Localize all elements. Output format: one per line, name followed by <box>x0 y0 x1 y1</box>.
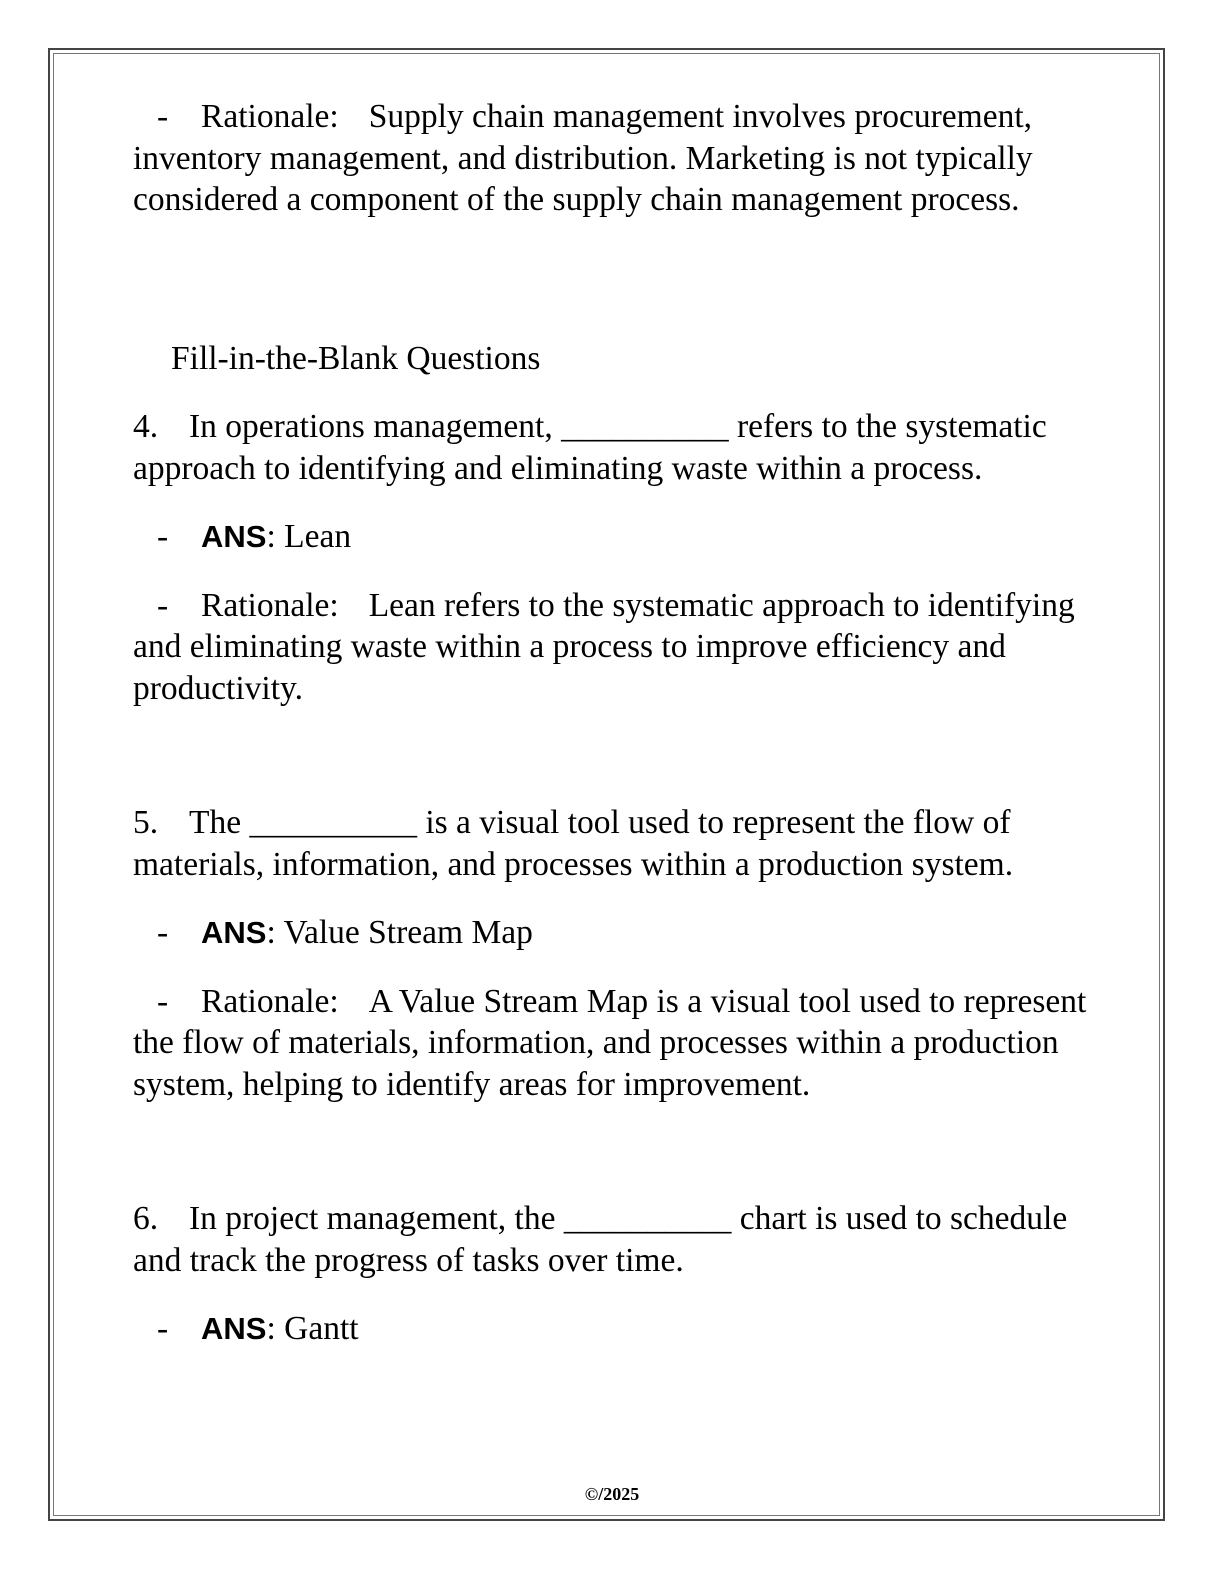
rationale-text: Lean refers to the systematic approach to identifying and eliminating waste within a process to improve efficiency and productivity. <box>133 586 1075 707</box>
answer-q4 <box>133 516 1093 558</box>
answer-label: ANS <box>201 915 267 950</box>
question-text: The __________ is a visual tool used to represent the flow of materials, information, and processes within a production system. <box>133 804 1014 883</box>
bullet-dash: - <box>157 914 169 951</box>
answer-value: : Gantt <box>266 1310 359 1347</box>
question-6 <box>133 1198 1093 1281</box>
bullet-dash: - <box>157 518 169 555</box>
question-number: 6. <box>133 1200 159 1237</box>
bullet-dash: - <box>157 982 169 1020</box>
bullet-dash: - <box>157 98 169 135</box>
answer-value: : Value Stream Map <box>266 914 533 951</box>
bullet-dash: - <box>157 1310 169 1347</box>
answer-label: ANS <box>201 519 267 554</box>
document-body <box>133 96 1093 1350</box>
rationale-label: Rationale: <box>201 982 339 1020</box>
rationale-q5 <box>133 981 1093 1106</box>
rationale-text: A Value Stream Map is a visual tool used to represent the flow of materials, information, and processes within a production system, helping to identify areas for improvement. <box>133 982 1087 1103</box>
answer-q5 <box>133 912 1093 954</box>
answer-value: : Lean <box>266 518 352 555</box>
question-5 <box>133 802 1093 885</box>
question-4 <box>133 406 1093 489</box>
question-text: In operations management, __________ refers to the systematic approach to identifying and eliminating waste within a process. <box>133 408 1047 487</box>
bullet-dash: - <box>157 586 169 624</box>
rationale-q4 <box>133 585 1093 710</box>
rationale-q3 <box>133 96 1093 221</box>
page-footer: ©/2025 <box>584 1484 640 1504</box>
rationale-text: Supply chain management involves procurement, inventory management, and distribution. Marketing is not typically considered a component of the supply chain management process. <box>133 98 1033 218</box>
rationale-label: Rationale: <box>201 586 339 624</box>
rationale-label: Rationale: <box>201 98 339 135</box>
section-heading: Fill-in-the-Blank Questions <box>171 339 541 377</box>
answer-q6 <box>133 1308 1093 1350</box>
question-text: In project management, the __________ chart is used to schedule and track the progress of tasks over time. <box>133 1200 1068 1279</box>
answer-label: ANS <box>201 1311 267 1346</box>
question-number: 4. <box>133 408 159 445</box>
question-number: 5. <box>133 804 159 841</box>
